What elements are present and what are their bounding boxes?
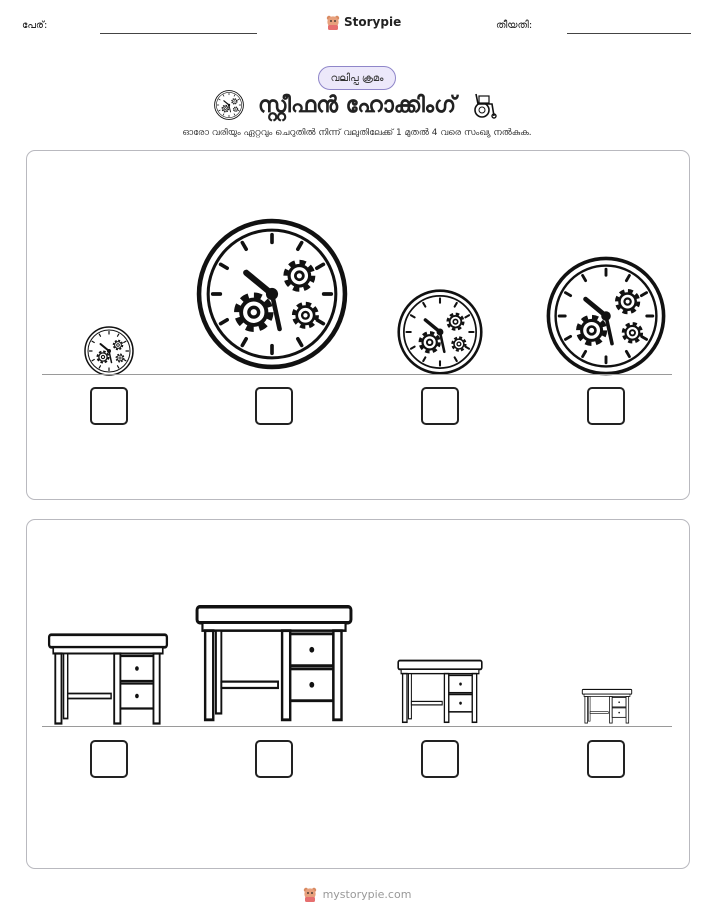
answer-box[interactable] xyxy=(255,740,293,778)
topic-badge: വലിപ്പ ക്രമം xyxy=(318,66,396,90)
clock-smallest xyxy=(84,326,134,376)
bear-icon xyxy=(303,886,317,902)
clock-large xyxy=(546,256,666,376)
date-line[interactable] xyxy=(567,33,691,34)
clock-row-baseline xyxy=(42,374,672,375)
instruction-text: ഓരോ വരിയും ഏറ്റവും ചെറുതിൽ നിന്ന് വലുതിലേക്ക് 1 മുതൽ 4 വരെ സംഖ്യ നൽകുക. xyxy=(182,128,532,138)
answer-box[interactable] xyxy=(90,740,128,778)
bear-icon xyxy=(326,14,340,30)
clock-largest xyxy=(196,218,348,370)
wheelchair-icon xyxy=(470,90,500,120)
answer-box[interactable] xyxy=(255,387,293,425)
answer-box[interactable] xyxy=(587,387,625,425)
footer xyxy=(0,886,714,902)
footer-url[interactable]: mystorypie.com xyxy=(322,887,412,901)
answer-box[interactable] xyxy=(587,740,625,778)
desk-large xyxy=(46,631,170,726)
name-label: പേര്: xyxy=(22,20,48,31)
brand-name: Storypie xyxy=(344,15,402,29)
date-label: തീയതി: xyxy=(496,20,533,31)
desk-smallest xyxy=(581,688,633,724)
name-line[interactable] xyxy=(100,33,257,34)
desk-small xyxy=(396,658,484,724)
clock-small xyxy=(397,289,483,375)
answer-box[interactable] xyxy=(421,740,459,778)
desk-row-baseline xyxy=(42,726,672,727)
clock-gears-icon xyxy=(214,90,244,120)
worksheet-title xyxy=(0,90,714,120)
desk-largest xyxy=(193,602,355,723)
answer-box[interactable] xyxy=(421,387,459,425)
brand-logo xyxy=(326,14,401,30)
title-text: സ്റ്റീഫൻ ഹോക്കിംഗ് xyxy=(257,92,457,118)
answer-box[interactable] xyxy=(90,387,128,425)
